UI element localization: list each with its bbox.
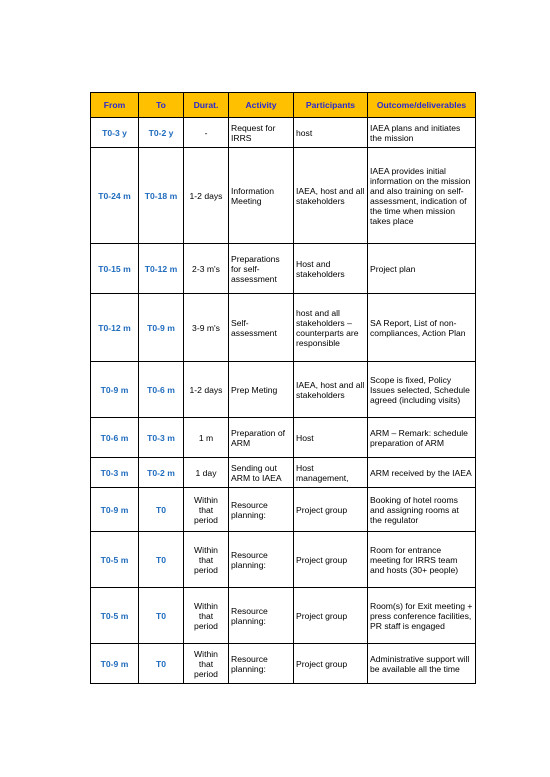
- from-cell: T0-6 m: [91, 418, 139, 458]
- participants-cell: host: [294, 118, 368, 148]
- schedule-table: [90, 92, 476, 684]
- to-cell: T0-2 m: [139, 458, 184, 488]
- table-row: [91, 294, 476, 362]
- outcome-cell: SA Report, List of non-compliances, Action Plan: [368, 294, 476, 362]
- table-row: [91, 118, 476, 148]
- header-duration: Durat.: [184, 93, 229, 118]
- participants-cell: Host: [294, 418, 368, 458]
- outcome-cell: Booking of hotel rooms and assigning rooms at the regulator: [368, 488, 476, 532]
- from-cell: T0-9 m: [91, 644, 139, 684]
- duration-cell: 1-2 days: [184, 148, 229, 244]
- to-cell: T0-3 m: [139, 418, 184, 458]
- to-cell: T0-9 m: [139, 294, 184, 362]
- header-outcome: Outcome/deliverables: [368, 93, 476, 118]
- from-cell: T0-12 m: [91, 294, 139, 362]
- from-cell: T0-3 y: [91, 118, 139, 148]
- duration-cell: Within that period: [184, 588, 229, 644]
- participants-cell: Host management,: [294, 458, 368, 488]
- duration-cell: 1 m: [184, 418, 229, 458]
- outcome-cell: Project plan: [368, 244, 476, 294]
- outcome-cell: IAEA plans and initiates the mission: [368, 118, 476, 148]
- duration-cell: -: [184, 118, 229, 148]
- participants-cell: Project group: [294, 532, 368, 588]
- table-row: [91, 362, 476, 418]
- from-cell: T0-15 m: [91, 244, 139, 294]
- table-body: [91, 118, 476, 684]
- activity-cell: Resource planning:: [229, 588, 294, 644]
- activity-cell: Resource planning:: [229, 532, 294, 588]
- table-row: [91, 418, 476, 458]
- duration-cell: Within that period: [184, 532, 229, 588]
- duration-cell: 2-3 m's: [184, 244, 229, 294]
- activity-cell: Resource planning:: [229, 488, 294, 532]
- participants-cell: Project group: [294, 644, 368, 684]
- outcome-cell: Administrative support will be available all the time: [368, 644, 476, 684]
- from-cell: T0-9 m: [91, 362, 139, 418]
- participants-cell: Project group: [294, 588, 368, 644]
- outcome-cell: IAEA provides initial information on the mission and also training on self-assessment, indication of the time when mission takes place: [368, 148, 476, 244]
- duration-cell: 3-9 m's: [184, 294, 229, 362]
- outcome-cell: ARM – Remark: schedule preparation of ARM: [368, 418, 476, 458]
- activity-cell: Preparations for self-assessment: [229, 244, 294, 294]
- duration-cell: Within that period: [184, 488, 229, 532]
- from-cell: T0-5 m: [91, 532, 139, 588]
- header-activity: Activity: [229, 93, 294, 118]
- to-cell: T0: [139, 644, 184, 684]
- activity-cell: Information Meeting: [229, 148, 294, 244]
- from-cell: T0-9 m: [91, 488, 139, 532]
- header-from: From: [91, 93, 139, 118]
- duration-cell: 1-2 days: [184, 362, 229, 418]
- to-cell: T0-2 y: [139, 118, 184, 148]
- activity-cell: Request for IRRS: [229, 118, 294, 148]
- outcome-cell: Room(s) for Exit meeting + press conference facilities, PR staff is engaged: [368, 588, 476, 644]
- from-cell: T0-24 m: [91, 148, 139, 244]
- to-cell: T0-18 m: [139, 148, 184, 244]
- table-row: [91, 488, 476, 532]
- outcome-cell: Scope is fixed, Policy Issues selected, Schedule agreed (including visits): [368, 362, 476, 418]
- table-row: [91, 644, 476, 684]
- participants-cell: IAEA, host and all stakeholders: [294, 362, 368, 418]
- header-participants: Participants: [294, 93, 368, 118]
- header-to: To: [139, 93, 184, 118]
- to-cell: T0: [139, 532, 184, 588]
- table-row: [91, 532, 476, 588]
- activity-cell: Preparation of ARM: [229, 418, 294, 458]
- participants-cell: Project group: [294, 488, 368, 532]
- to-cell: T0: [139, 488, 184, 532]
- participants-cell: host and all stakeholders – counterparts are responsible: [294, 294, 368, 362]
- from-cell: T0-5 m: [91, 588, 139, 644]
- duration-cell: Within that period: [184, 644, 229, 684]
- participants-cell: IAEA, host and all stakeholders: [294, 148, 368, 244]
- outcome-cell: ARM received by the IAEA: [368, 458, 476, 488]
- from-cell: T0-3 m: [91, 458, 139, 488]
- participants-cell: Host and stakeholders: [294, 244, 368, 294]
- table-row: [91, 244, 476, 294]
- to-cell: T0-6 m: [139, 362, 184, 418]
- duration-cell: 1 day: [184, 458, 229, 488]
- activity-cell: Prep Meting: [229, 362, 294, 418]
- table-row: [91, 458, 476, 488]
- activity-cell: Self-assessment: [229, 294, 294, 362]
- activity-cell: Sending out ARM to IAEA: [229, 458, 294, 488]
- to-cell: T0-12 m: [139, 244, 184, 294]
- table-row: [91, 588, 476, 644]
- activity-cell: Resource planning:: [229, 644, 294, 684]
- header-row: [91, 93, 476, 118]
- outcome-cell: Room for entrance meeting for IRRS team and hosts (30+ people): [368, 532, 476, 588]
- table-row: [91, 148, 476, 244]
- to-cell: T0: [139, 588, 184, 644]
